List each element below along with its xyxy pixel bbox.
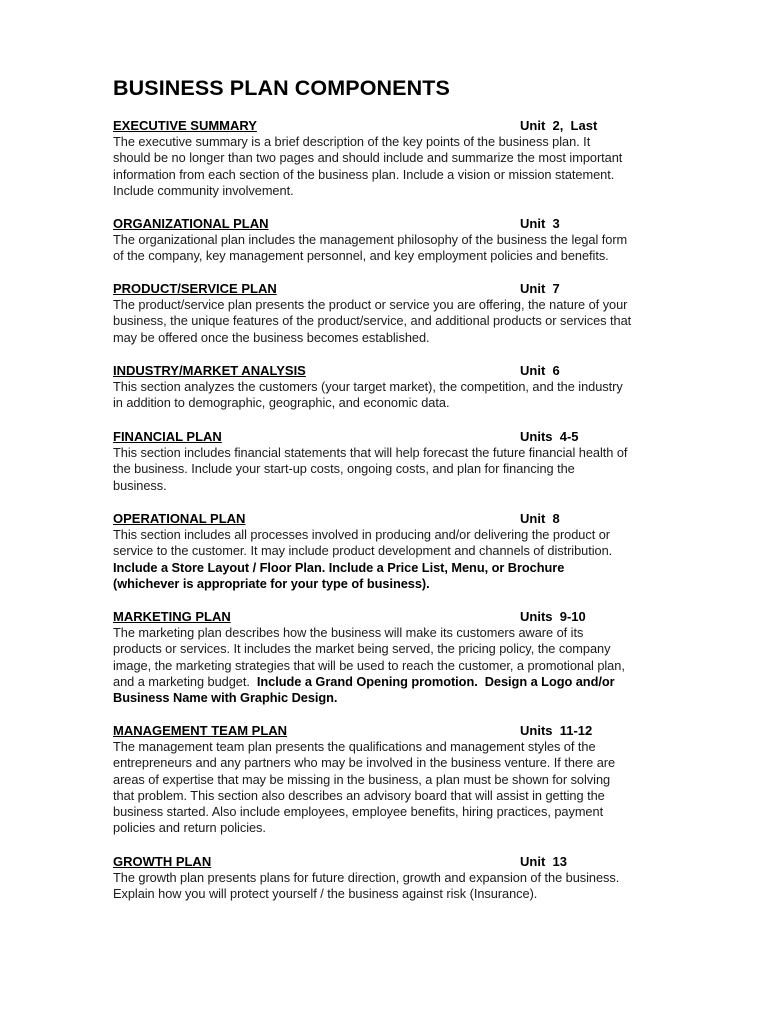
body-line: The marketing plan describes how the business will make its customers aware of its bbox=[113, 625, 584, 640]
section-body bbox=[113, 297, 693, 346]
body-line: entrepreneurs and any partners who may be involved in the business venture. If there are bbox=[113, 755, 616, 771]
section-title: INDUSTRY/MARKET ANALYSIS bbox=[113, 363, 306, 378]
body-line: service to the customer. It may include product development and channels of distribution. bbox=[113, 543, 613, 559]
section-unit: Units 4-5 bbox=[520, 429, 579, 444]
page-title: BUSINESS PLAN COMPONENTS bbox=[113, 76, 450, 100]
body-line: image, the marketing strategies that will be used to reach the customer, a promotional plan, bbox=[113, 657, 625, 673]
document-page bbox=[113, 74, 693, 902]
section-unit: Unit 2, Last bbox=[520, 118, 598, 133]
section-management-team-plan bbox=[113, 723, 693, 837]
body-line: information from each section of the business plan. Include a vision or mission statement. bbox=[113, 166, 615, 182]
body-line-emphasis: Include a Store Layout / Floor Plan. Include a Price List, Menu, or Brochure bbox=[113, 559, 565, 575]
section-title: MARKETING PLAN bbox=[113, 609, 231, 624]
section-body bbox=[113, 870, 693, 903]
section-unit: Unit 8 bbox=[520, 511, 560, 526]
section-title: EXECUTIVE SUMMARY bbox=[113, 118, 257, 133]
body-line: in addition to demographic, geographic, and economic data. bbox=[113, 395, 450, 411]
body-line: products or services. It includes the market being served, the pricing policy, the company bbox=[113, 641, 611, 657]
section-body bbox=[113, 134, 693, 199]
section-industry-market-analysis bbox=[113, 363, 693, 412]
section-unit: Unit 3 bbox=[520, 216, 560, 231]
body-line: This section includes all processes involved in producing and/or delivering the product or bbox=[113, 527, 610, 542]
body-line: areas of expertise that may be missing in the business, a plan must be shown for solving bbox=[113, 771, 611, 787]
body-line: The product/service plan presents the product or service you are offering, the nature of your bbox=[113, 297, 628, 312]
section-operational-plan bbox=[113, 511, 693, 592]
section-body bbox=[113, 232, 693, 265]
body-text: and a marketing budget. bbox=[113, 673, 257, 689]
body-line-emphasis: (whichever is appropriate for your type of business). bbox=[113, 575, 430, 591]
body-line: business, the unique features of the product/service, and additional products or services that bbox=[113, 313, 632, 329]
section-heading bbox=[113, 118, 693, 134]
section-organizational-plan bbox=[113, 216, 693, 265]
body-line: business started. Also include employees, employee benefits, hiring practices, payment bbox=[113, 804, 604, 820]
section-heading bbox=[113, 609, 693, 625]
body-line: should be no longer than two pages and should include and summarize the most important bbox=[113, 150, 623, 166]
section-body bbox=[113, 625, 693, 706]
body-line: business. bbox=[113, 477, 167, 493]
body-line: that problem. This section also describes an advisory board that will assist in getting the bbox=[113, 787, 605, 803]
section-unit: Unit 7 bbox=[520, 281, 560, 296]
section-growth-plan bbox=[113, 854, 693, 903]
section-financial-plan bbox=[113, 429, 693, 494]
section-executive-summary bbox=[113, 118, 693, 199]
section-unit: Units 9-10 bbox=[520, 609, 586, 624]
section-unit: Unit 6 bbox=[520, 363, 560, 378]
section-title: OPERATIONAL PLAN bbox=[113, 511, 246, 526]
section-heading bbox=[113, 511, 693, 527]
body-line: The growth plan presents plans for future direction, growth and expansion of the business. bbox=[113, 870, 620, 885]
body-line: the business. Include your start-up costs, ongoing costs, and plan for financing the bbox=[113, 461, 575, 477]
body-line: Explain how you will protect yourself / the business against risk (Insurance). bbox=[113, 886, 538, 902]
section-heading bbox=[113, 363, 693, 379]
section-unit: Unit 13 bbox=[520, 854, 567, 869]
section-unit: Units 11-12 bbox=[520, 723, 593, 738]
section-heading bbox=[113, 281, 693, 297]
section-title: PRODUCT/SERVICE PLAN bbox=[113, 281, 277, 296]
section-body bbox=[113, 527, 693, 592]
section-title: FINANCIAL PLAN bbox=[113, 429, 222, 444]
body-line: policies and return policies. bbox=[113, 820, 266, 836]
body-line: of the company, key management personnel, and key employment policies and benefits. bbox=[113, 248, 609, 264]
section-title: MANAGEMENT TEAM PLAN bbox=[113, 723, 288, 738]
body-line: may be offered once the business becomes established. bbox=[113, 329, 430, 345]
section-body bbox=[113, 379, 693, 412]
body-line-emphasis: Business Name with Graphic Design. bbox=[113, 690, 338, 706]
section-title: GROWTH PLAN bbox=[113, 854, 212, 869]
section-marketing-plan bbox=[113, 609, 693, 706]
section-body bbox=[113, 739, 693, 837]
body-line bbox=[113, 674, 693, 690]
section-body bbox=[113, 445, 693, 494]
section-heading bbox=[113, 216, 693, 232]
body-line: The organizational plan includes the management philosophy of the business the legal form bbox=[113, 232, 628, 247]
section-heading bbox=[113, 723, 693, 739]
body-line: This section analyzes the customers (your target market), the competition, and the industry bbox=[113, 379, 623, 394]
section-product-service-plan bbox=[113, 281, 693, 346]
body-text-emphasis: Include a Grand Opening promotion. Design a Logo and/or bbox=[256, 673, 615, 689]
body-line: This section includes financial statements that will help forecast the future financial health of bbox=[113, 445, 628, 460]
body-line: The management team plan presents the qualifications and management styles of the bbox=[113, 739, 596, 754]
section-heading bbox=[113, 854, 693, 870]
section-heading bbox=[113, 429, 693, 445]
body-line: Include community involvement. bbox=[113, 182, 294, 198]
section-title: ORGANIZATIONAL PLAN bbox=[113, 216, 269, 231]
body-line: The executive summary is a brief description of the key points of the business plan. It bbox=[113, 134, 591, 149]
